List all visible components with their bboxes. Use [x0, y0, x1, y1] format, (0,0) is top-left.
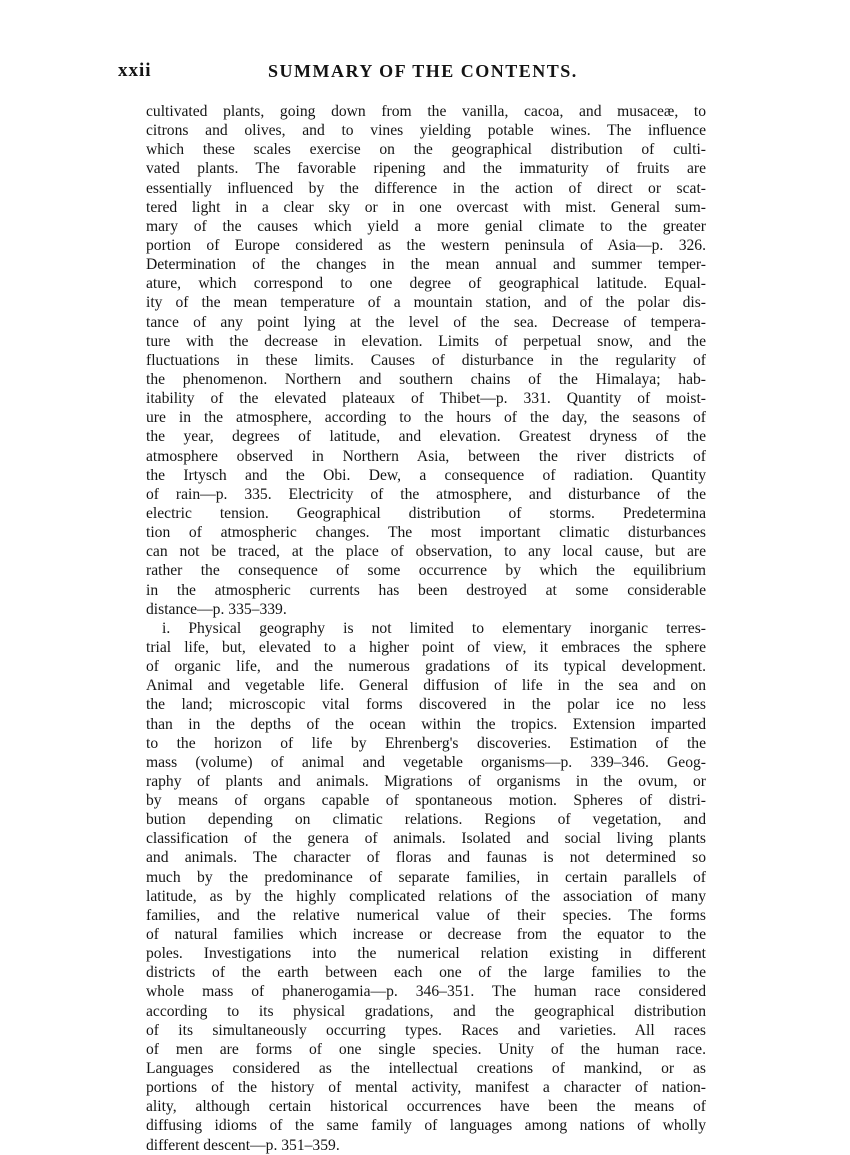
text-line: i. Physical geography is not limited to elementary inorganic terres-: [162, 619, 706, 637]
text-line: of its simultaneously occurring types. Races and varieties. All races: [146, 1021, 706, 1039]
text-line: much by the predominance of separate families, in certain parallels of: [146, 868, 706, 886]
text-line: of rain—p. 335. Electricity of the atmosphere, and disturbance of the: [146, 485, 706, 503]
text-line: poles. Investigations into the numerical relation existing in different: [146, 945, 706, 963]
text-line: rather the consequence of some occurrence by which the equilibrium: [146, 562, 706, 580]
text-line: portion of Europe considered as the western peninsula of Asia—p. 326.: [146, 236, 706, 254]
text-line: different descent—p. 351–359.: [146, 1136, 340, 1154]
text-line: the year, degrees of latitude, and elevation. Greatest dryness of the: [146, 428, 706, 446]
text-line: raphy of plants and animals. Migrations of organisms in the ovum, or: [146, 772, 706, 790]
text-line: whole mass of phanerogamia—p. 346–351. The human race considered: [146, 983, 706, 1001]
text-line: of natural families which increase or decrease from the equator to the: [146, 926, 706, 944]
text-line: of men are forms of one single species. Unity of the human race.: [146, 1040, 706, 1058]
text-line: fluctuations in these limits. Causes of disturbance in the regularity of: [146, 351, 706, 369]
text-line: districts of the earth between each one of the large families to the: [146, 964, 706, 982]
text-line: cultivated plants, going down from the vanilla, cacoa, and musaceæ, to: [146, 103, 706, 120]
text-line: electric tension. Geographical distribution of storms. Predetermina: [146, 504, 706, 522]
text-line: and animals. The character of floras and faunas is not determined so: [146, 849, 706, 867]
text-line: classification of the genera of animals. Isolated and social living plants: [146, 830, 706, 848]
text-line: citrons and olives, and to vines yielding potable wines. The influence: [146, 122, 706, 140]
text-line: vated plants. The favorable ripening and the immaturity of fruits are: [146, 160, 706, 178]
text-line: ature, which correspond to one degree of geographical latitude. Equal-: [146, 275, 706, 293]
text-line: than in the depths of the ocean within the tropics. Extension imparted: [146, 715, 706, 733]
text-line: ality, although certain historical occurrences have been the means of: [146, 1098, 706, 1116]
text-line: the land; microscopic vital forms discovered in the polar ice no less: [146, 696, 706, 714]
text-line: of organic life, and the numerous gradations of its typical development.: [146, 658, 706, 676]
text-line: ure in the atmosphere, according to the hours of the day, the seasons of: [146, 409, 706, 427]
text-line: in the atmospheric currents has been destroyed at some considerable: [146, 581, 706, 599]
text-line: portions of the history of mental activity, manifest a character of nation-: [146, 1079, 706, 1097]
text-line: the Irtysch and the Obi. Dew, a consequence of radiation. Quantity: [146, 466, 706, 484]
text-line: itability of the elevated plateaux of Thibet—p. 331. Quantity of moist-: [146, 390, 706, 408]
page-header: [118, 60, 718, 90]
text-line: Determination of the changes in the mean annual and summer temper-: [146, 256, 706, 274]
text-line: essentially influenced by the difference in the action of direct or scat-: [146, 179, 706, 197]
text-line: trial life, but, elevated to a higher point of view, it embraces the sphere: [146, 638, 706, 656]
text-line: mary of the causes which yield a more genial climate to the greater: [146, 217, 706, 235]
text-line: diffusing idioms of the same family of languages among nations of wholly: [146, 1117, 706, 1135]
text-line: atmosphere observed in Northern Asia, between the river districts of: [146, 447, 706, 465]
text-line: the phenomenon. Northern and southern chains of the Himalaya; hab-: [146, 370, 706, 388]
page-number: xxii: [118, 60, 152, 81]
text-line: can not be traced, at the place of observation, to any local cause, but are: [146, 543, 706, 561]
text-line: bution depending on climatic relations. Regions of vegetation, and: [146, 811, 706, 829]
text-line: tion of atmospheric changes. The most important climatic disturbances: [146, 524, 706, 542]
text-line: by means of organs capable of spontaneous motion. Spheres of distri-: [146, 792, 706, 810]
text-line: which these scales exercise on the geographical distribution of culti-: [146, 141, 706, 159]
text-line: Languages considered as the intellectual creations of mankind, or as: [146, 1060, 706, 1078]
text-line: mass (volume) of animal and vegetable organisms—p. 339–346. Geog-: [146, 753, 706, 771]
text-line: families, and the relative numerical value of their species. The forms: [146, 906, 706, 924]
text-line: to the horizon of life by Ehrenberg's discoveries. Estimation of the: [146, 734, 706, 752]
text-line: distance—p. 335–339.: [146, 600, 287, 618]
text-line: ity of the mean temperature of a mountain station, and of the polar dis-: [146, 294, 706, 312]
text-line: latitude, as by the highly complicated relations of the association of many: [146, 887, 706, 905]
text-line: tance of any point lying at the level of the sea. Decrease of tempera-: [146, 313, 706, 331]
body-text: [146, 102, 706, 1155]
text-line: tered light in a clear sky or in one overcast with mist. General sum-: [146, 198, 706, 216]
running-title: SUMMARY OF THE CONTENTS.: [268, 61, 578, 81]
text-line: according to its physical gradations, and the geographical distribution: [146, 1002, 706, 1020]
text-line: ture with the decrease in elevation. Limits of perpetual snow, and the: [146, 332, 706, 350]
text-line: Animal and vegetable life. General diffusion of life in the sea and on: [146, 677, 706, 695]
